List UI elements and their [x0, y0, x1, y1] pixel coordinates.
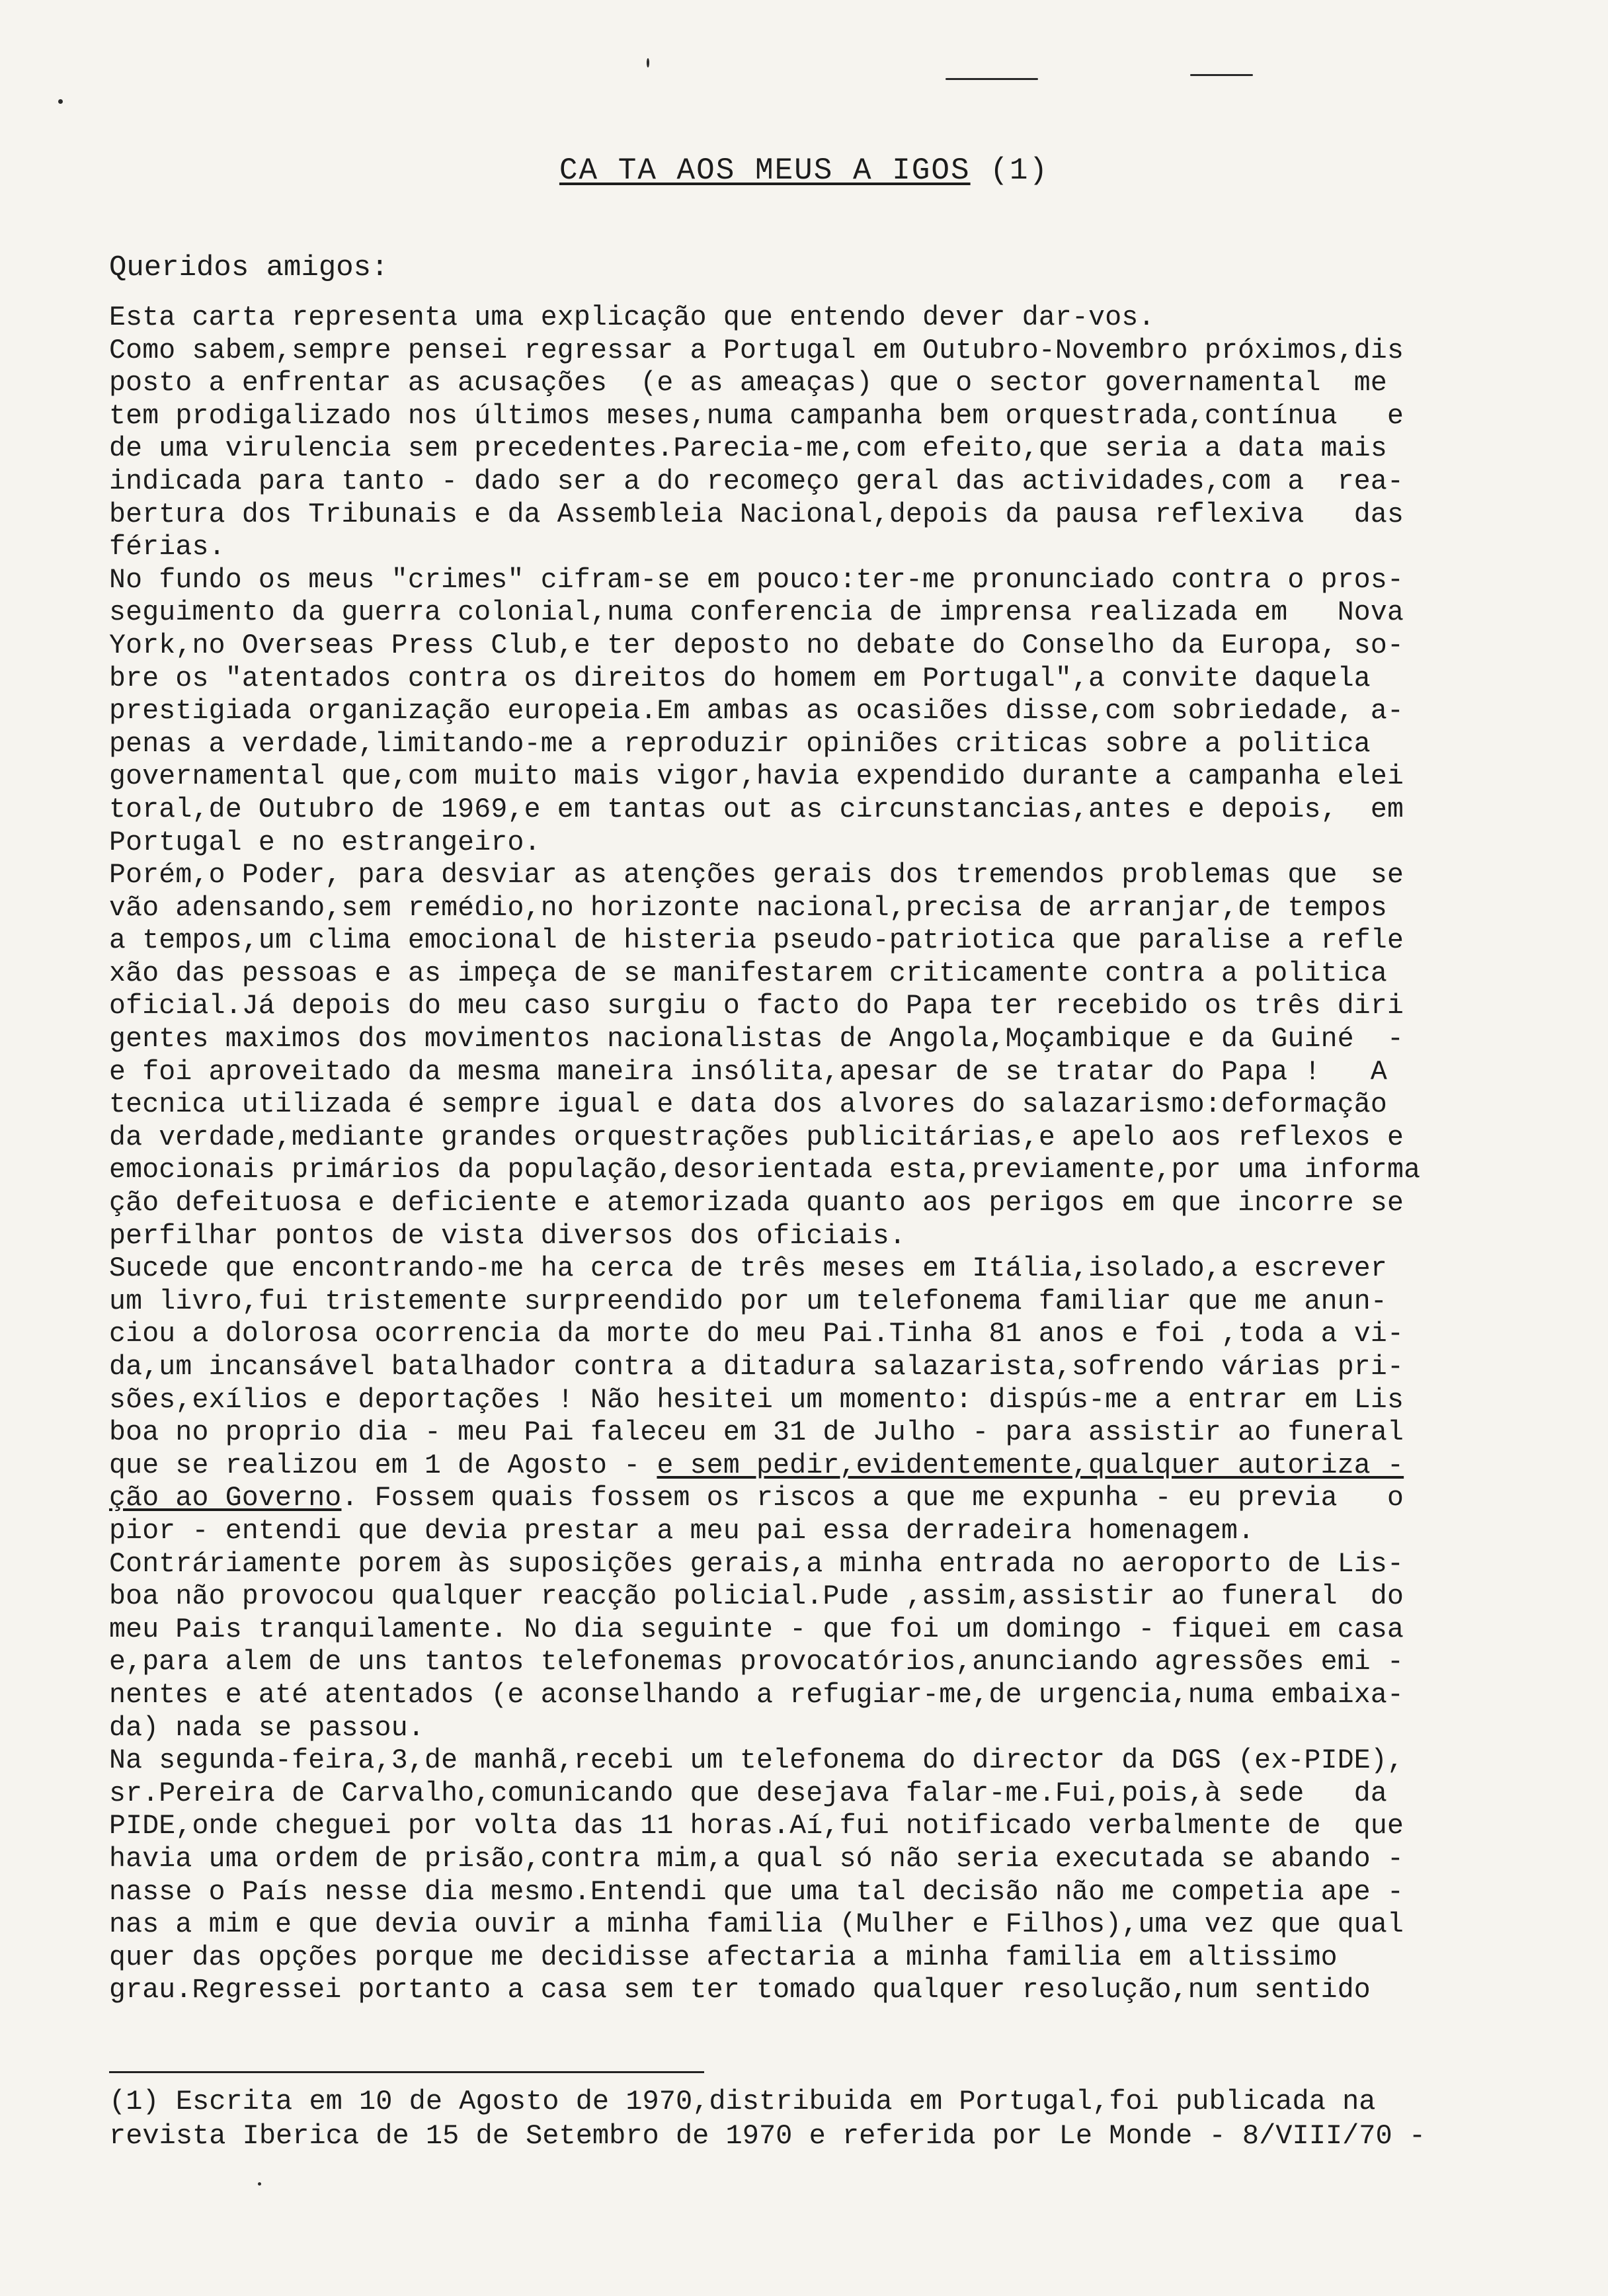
body-line: oficial.Já depois do meu caso surgiu o facto do Papa ter recebido os três diri — [109, 991, 1404, 1022]
body-line: No fundo os meus "crimes" cifram-se em pouco:ter-me pronunciado contra o pros- — [109, 564, 1404, 596]
body-line: prestigiada organização europeia.Em ambas as ocasiões disse,com sobriedade, a- — [109, 696, 1404, 727]
body-line: penas a verdade,limitando-me a reproduzir opiniões criticas sobre a politica — [109, 728, 1371, 760]
body-line: nas a mim e que devia ouvir a minha familia (Mulher e Filhos),uma vez que qual — [109, 1909, 1404, 1941]
body-line: Contráriamente porem às suposições gerais,a minha entrada no aeroporto de Lis- — [109, 1548, 1404, 1580]
body-line: grau.Regressei portanto a casa sem ter tomado qualquer resolução,num sentido — [109, 1975, 1371, 2006]
footnote-line: (1) Escrita em 10 de Agosto de 1970,distribuida em Portugal,foi publicada na — [109, 2086, 1376, 2117]
title-footnote-ref: (1) — [990, 153, 1049, 188]
body-line: PIDE,onde cheguei por volta das 11 horas.Aí,fui notificado verbalmente de que — [109, 1811, 1404, 1842]
body-line: governamental que,com muito mais vigor,havia expendido durante a campanha elei — [109, 761, 1404, 793]
body-line: de uma virulencia sem precedentes.Parecia-me,com efeito,que seria a data mais — [109, 433, 1388, 465]
body-line: tem prodigalizado nos últimos meses,numa campanha bem orquestrada,contínua e — [109, 400, 1404, 432]
scan-mark — [58, 99, 63, 104]
body-line: que se realizou em 1 de Agosto - e sem pedir,evidentemente,qualquer autoriza - — [109, 1450, 1404, 1481]
body-line: Portugal e no estrangeiro. — [109, 827, 541, 858]
body-line: toral,de Outubro de 1969,e em tantas out as circunstancias,antes e depois, em — [109, 794, 1404, 825]
body-line: ciou a dolorosa ocorrencia da morte do meu Pai.Tinha 81 anos e foi ,toda a vi- — [109, 1319, 1404, 1350]
body-line: da,um incansável batalhador contra a ditadura salazarista,sofrendo várias pri- — [109, 1352, 1404, 1383]
body-line: Como sabem,sempre pensei regressar a Portugal em Outubro-Novembro próximos,dis — [109, 335, 1404, 366]
footnote-divider — [109, 2071, 704, 2073]
footnote-line: revista Iberica de 15 de Setembro de 1970 e referida por Le Monde - 8/VIII/70 - — [109, 2120, 1426, 2152]
body-line: boa não provocou qualquer reacção policial.Pude ,assim,assistir ao funeral do — [109, 1581, 1404, 1613]
body-line: gentes maximos dos movimentos nacionalistas de Angola,Moçambique e da Guiné - — [109, 1024, 1404, 1055]
body-line: um livro,fui tristemente surpreendido por um telefonema familiar que me anun- — [109, 1286, 1388, 1317]
body-line: ção defeituosa e deficiente e atemorizada quanto aos perigos em que incorre se — [109, 1188, 1404, 1219]
body-line: sões,exílios e deportações ! Não hesitei um momento: dispús-me a entrar em Lis — [109, 1384, 1404, 1416]
body-line: meu Pais tranquilamente. No dia seguinte - que foi um domingo - fiquei em casa — [109, 1614, 1404, 1645]
footnote — [109, 2084, 1498, 2153]
body-line: York,no Overseas Press Club,e ter deposto no debate do Conselho da Europa, so- — [109, 630, 1404, 661]
body-line: e,para alem de uns tantos telefonemas provocatórios,anunciando agressões emi - — [109, 1647, 1404, 1678]
scan-mark — [647, 58, 649, 67]
body-line: emocionais primários da população,desorientada esta,previamente,por uma informa — [109, 1155, 1421, 1186]
body-line: quer das opções porque me decidisse afectaria a minha familia em altissimo — [109, 1942, 1338, 1973]
body-line: tecnica utilizada é sempre igual e data dos alvores do salazarismo:deformação — [109, 1089, 1388, 1121]
body-line: bre os "atentados contra os direitos do homem em Portugal",a convite daquela — [109, 663, 1371, 694]
scan-mark — [945, 78, 1038, 80]
letter-title — [0, 153, 1608, 188]
body-line: perfilhar pontos de vista diversos dos oficiais. — [109, 1220, 906, 1252]
body-line: Esta carta representa uma explicação que entendo dever dar-vos. — [109, 302, 1155, 333]
body-line: nentes e até atentados (e aconselhando a refugiar-me,de urgencia,numa embaixa- — [109, 1679, 1404, 1711]
body-line: Porém,o Poder, para desviar as atenções gerais dos tremendos problemas que se — [109, 860, 1404, 891]
body-line: Sucede que encontrando-me ha cerca de três meses em Itália,isolado,a escrever — [109, 1253, 1388, 1285]
body-line: seguimento da guerra colonial,numa conferencia de imprensa realizada em Nova — [109, 597, 1404, 629]
body-line: havia uma ordem de prisão,contra mim,a qual só não seria executada se abando - — [109, 1843, 1404, 1875]
body-line: da verdade,mediante grandes orquestrações publicitárias,e apelo aos reflexos e — [109, 1122, 1404, 1153]
body-line: férias. — [109, 532, 225, 563]
scan-mark — [258, 2182, 261, 2186]
title-text: CA TA AOS MEUS A IGOS — [559, 153, 971, 188]
body-line: indicada para tanto - dado ser a do recomeço geral das actividades,com a rea- — [109, 466, 1404, 497]
salutation: Queridos amigos: — [109, 251, 389, 284]
body-line: bertura dos Tribunais e da Assembleia Nacional,depois da pausa reflexiva das — [109, 499, 1404, 530]
body-line: nasse o País nesse dia mesmo.Entendi que uma tal decisão não me competia ape - — [109, 1876, 1404, 1908]
body-line: da) nada se passou. — [109, 1712, 424, 1744]
scan-mark — [1190, 74, 1253, 76]
body-line: boa no proprio dia - meu Pai faleceu em 31 de Julho - para assistir ao funeral — [109, 1417, 1404, 1449]
body-line: posto a enfrentar as acusações (e as ameaças) que o sector governamental me — [109, 368, 1388, 399]
body-line: xão das pessoas e as impeça de se manifestarem criticamente contra a politica — [109, 958, 1388, 989]
body-line: ção ao Governo. Fossem quais fossem os riscos a que me expunha - eu previa o — [109, 1483, 1404, 1514]
body-line: e foi aproveitado da mesma maneira insólita,apesar de se tratar do Papa ! A — [109, 1056, 1388, 1088]
letter-body — [109, 302, 1484, 2007]
body-line: Na segunda-feira,3,de manhã,recebi um telefonema do director da DGS (ex-PIDE), — [109, 1745, 1404, 1777]
body-line: sr.Pereira de Carvalho,comunicando que desejava falar-me.Fui,pois,à sede da — [109, 1778, 1388, 1809]
body-line: pior - entendi que devia prestar a meu pai essa derradeira homenagem. — [109, 1515, 1255, 1547]
body-line: vão adensando,sem remédio,no horizonte nacional,precisa de arranjar,de tempos — [109, 892, 1388, 924]
body-line: a tempos,um clima emocional de histeria pseudo-patriotica que paralise a refle — [109, 925, 1404, 957]
